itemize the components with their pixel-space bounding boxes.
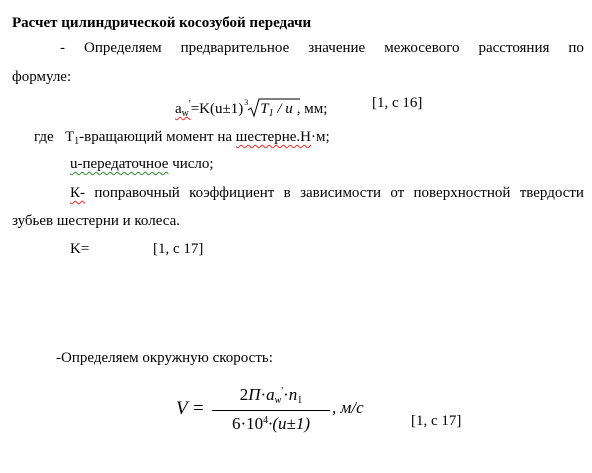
- k-def-word: К-: [70, 185, 85, 201]
- intro-word: значение: [308, 40, 366, 56]
- fraction-bar: [212, 410, 330, 411]
- k-def-word: от: [390, 185, 405, 201]
- u-term: u-передаточное: [70, 156, 169, 172]
- intro-word: Определяем: [84, 40, 162, 56]
- formula-aw-lhs: $a_w'$: [175, 99, 191, 119]
- intro-word: по: [568, 40, 584, 56]
- formula-aw: [175, 94, 363, 123]
- k-def-word: поправочный: [94, 185, 180, 201]
- paragraph-intro-continuation: формуле:: [12, 69, 72, 85]
- velocity-symbol: V: [176, 398, 188, 419]
- formula-velocity: [176, 383, 376, 443]
- intro-word: расстояния: [478, 40, 550, 56]
- paragraph-intro-line: [60, 39, 584, 57]
- where-k-continuation: зубьев шестерни и колеса.: [12, 213, 181, 229]
- t1-unit-misspelled: шестерне.Н: [235, 129, 311, 145]
- velocity-reference: [1, с 17]: [411, 413, 462, 429]
- section-title: Расчет цилиндрической косозубой передачи: [12, 15, 312, 31]
- k-equation: K=: [70, 241, 90, 257]
- k-def-word: зависимости: [300, 185, 382, 201]
- k-def-word: твердости: [519, 185, 584, 201]
- velocity-eq: =: [193, 398, 204, 419]
- where-u-line: u-передаточное число;: [70, 156, 214, 172]
- formula-aw-unit: , мм;: [296, 101, 328, 117]
- intro-word: -: [60, 40, 65, 56]
- root-radicand: $T_1$ / u: [260, 101, 293, 119]
- velocity-denominator: $6\cdot 10^4\cdot(u\pm 1)$: [231, 414, 311, 433]
- velocity-intro: -Определяем окружную скорость:: [56, 350, 273, 366]
- k-def-word: поверхностной: [413, 185, 511, 201]
- where-t1-line: где $T_1$-вращающий момент на шестерне.Н·м;: [34, 129, 330, 147]
- formula-aw-eq: =K(u±1): [190, 101, 244, 117]
- intro-word: межосевого: [384, 40, 460, 56]
- where-k-line: [70, 184, 584, 202]
- k-def-word: в: [283, 185, 291, 201]
- velocity-unit: , м/с: [332, 398, 364, 417]
- velocity-numerator: $2П\cdot a_w'\cdot n_1$: [239, 385, 303, 406]
- intro-word: предварительное: [180, 40, 290, 56]
- k-def-word: коэффициент: [189, 185, 275, 201]
- formula-aw-reference: [1, с 16]: [372, 95, 423, 111]
- k-reference: [1, с 17]: [153, 241, 204, 257]
- root-index: 3: [244, 98, 249, 107]
